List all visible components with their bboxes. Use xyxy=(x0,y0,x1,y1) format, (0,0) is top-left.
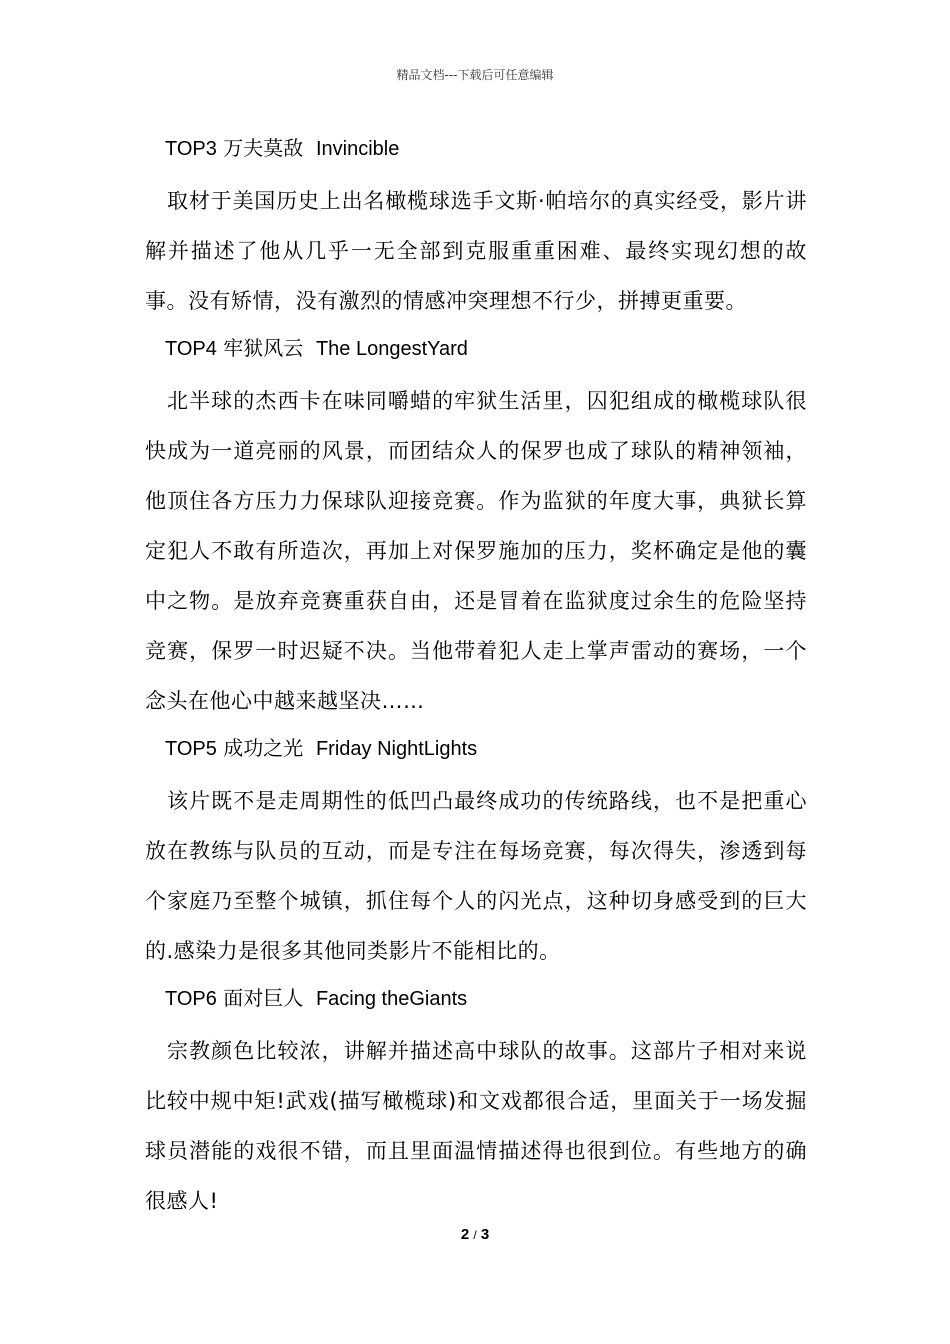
section-title-en: Friday NightLights xyxy=(315,738,478,760)
section-heading-top6 xyxy=(145,976,807,1026)
section-heading-top4 xyxy=(145,326,807,376)
section-body-top6: 宗教颜色比较浓，讲解并描述高中球队的故事。这部片子相对来说比较中规中矩!武戏(描写橄榄球)和文戏都很合适，里面关于一场发掘球员潜能的戏很不错，而且里面温情描述得也很到位。有些地方的确很感人! xyxy=(145,1039,807,1213)
section-rank: TOP6 xyxy=(165,988,217,1010)
section-title-zh: 牢狱风云 xyxy=(223,336,304,360)
section-title-en: Facing theGiants xyxy=(315,988,468,1010)
total-pages: 3 xyxy=(480,1226,490,1243)
section-title-zh: 成功之光 xyxy=(223,736,304,760)
document-body xyxy=(145,126,807,1226)
section-body-top5: 该片既不是走周期性的低凹凸最终成功的传统路线，也不是把重心放在教练与队员的互动，而是专注在每场竞赛，每次得失，渗透到每个家庭乃至整个城镇，抓住每个人的闪光点，这种切身感受到的巨大的.感染力是很多其他同类影片不能相比的。 xyxy=(145,789,807,963)
section-heading-top3 xyxy=(145,126,807,176)
section-rank: TOP3 xyxy=(165,138,217,160)
page-header: 精品文档---下载后可任意编辑 xyxy=(396,68,554,82)
section-heading-top5 xyxy=(145,726,807,776)
section-body-top4: 北半球的杰西卡在味同嚼蜡的牢狱生活里，囚犯组成的橄榄球队很快成为一道亮丽的风景，而团结众人的保罗也成了球队的精神领袖，他顶住各方压力力保球队迎接竞赛。作为监狱的年度大事，典狱长算定犯人不敢有所造次，再加上对保罗施加的压力，奖杯确定是他的囊中之物。是放弃竞赛重获自由，还是冒着在监狱度过余生的危险坚持竞赛，保罗一时迟疑不决。当他带着犯人走上掌声雷动的赛场，一个念头在他心中越来越坚决…… xyxy=(145,389,807,713)
section-body-top3: 取材于美国历史上出名橄榄球选手文斯·帕培尔的真实经受，影片讲解并描述了他从几乎一无全部到克服重重困难、最终实现幻想的故事。没有矫情，没有激烈的情感冲突理想不行少，拼搏更重要。 xyxy=(145,189,807,313)
section-rank: TOP4 xyxy=(165,338,217,360)
section-title-zh: 万夫莫敌 xyxy=(223,136,304,160)
current-page: 2 xyxy=(460,1226,470,1243)
section-rank: TOP5 xyxy=(165,738,217,760)
page-separator: / xyxy=(473,1228,477,1242)
section-title-en: The LongestYard xyxy=(315,338,468,360)
section-title-en: Invincible xyxy=(315,138,400,160)
page-number xyxy=(0,1226,950,1243)
section-title-zh: 面对巨人 xyxy=(223,986,304,1010)
